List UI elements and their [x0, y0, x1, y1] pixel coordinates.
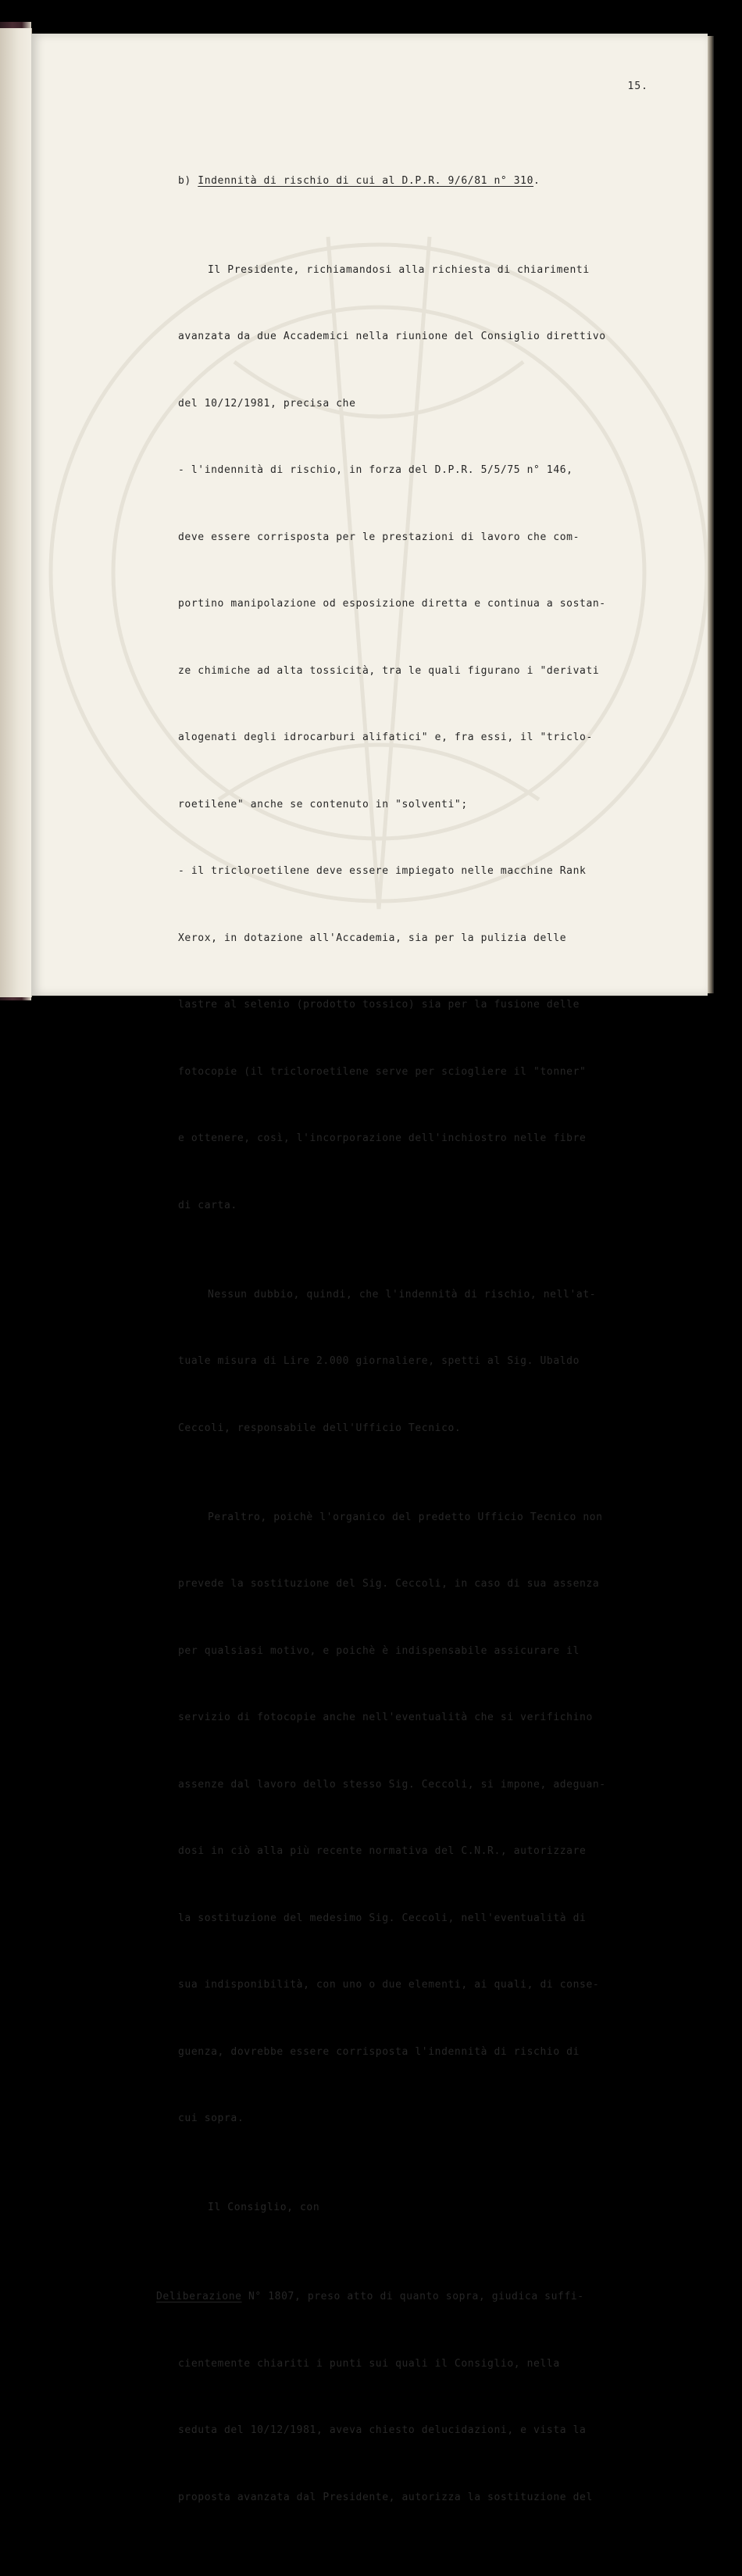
section-heading — [178, 170, 655, 193]
paragraph-line: portino manipolazione od esposizione diretta e continua a sostan- — [178, 598, 606, 610]
paragraph-line: la sostituzione del medesimo Sig. Ceccoli, nell'eventualità di — [178, 1912, 587, 1924]
paragraph-line: Nessun dubbio, quindi, che l'indennità di rischio, nell'at- — [208, 1288, 597, 1301]
paragraph-line: - il tricloroetilene deve essere impiegato nelle macchine Rank — [178, 865, 587, 877]
paragraph-line: alogenati degli idrocarburi alifatici" e, fra essi, il "triclo- — [178, 732, 593, 743]
paragraph-line: Xerox, in dotazione all'Accademia, sia per la pulizia delle — [178, 932, 567, 944]
paragraph-line: dosi in ciò alla più recente normativa del C.N.R., autorizzare — [178, 1845, 587, 1857]
page-number: 15. — [627, 80, 648, 92]
paragraph-line: avanzata da due Accademici nella riunione del Consiglio direttivo — [178, 331, 606, 342]
paragraph-line: sua indisponibilità, con uno o due elementi, ai quali, di conse- — [178, 1979, 600, 1991]
paragraph-line: lastre al selenio (prodotto tossico) sia per la fusione delle — [178, 999, 580, 1011]
paragraph-line: per qualsiasi motivo, e poichè è indispensabile assicurare il — [178, 1644, 580, 1657]
paragraph-line: e ottenere, così, l'incorporazione dell'inchiostro nelle fibre — [178, 1132, 587, 1144]
paragraph-line: - l'indennità di rischio, in forza del D.P.R. 5/5/75 n° 146, — [178, 464, 573, 476]
heading-title: Indennità di rischio di cui al D.P.R. 9/6/81 n° 310 — [198, 174, 534, 187]
document-page — [31, 34, 708, 2503]
document-body — [156, 103, 655, 2576]
paragraph-line: di carta. — [178, 1199, 237, 1211]
heading-suffix: . — [533, 174, 540, 187]
paragraph-line: tuale misura di Lire 2.000 giornaliere, spetti al Sig. Ubaldo — [178, 1355, 580, 1367]
page-edge-shadow — [708, 36, 714, 993]
paragraph-line: roetilene" anche se contenuto in "solventi"; — [178, 798, 468, 810]
paragraph-line: Il Consiglio, con — [208, 2202, 320, 2213]
deliberation-label: Deliberazione — [156, 2291, 242, 2302]
deliberation-text: N° 1807, preso atto di quanto sopra, giudica suffi- — [241, 2291, 584, 2302]
paragraph-line: Ceccoli, responsabile dell'Ufficio Tecnico. — [178, 1422, 462, 1434]
paragraph-line: cientemente chiariti i punti sui quali il Consiglio, nella — [178, 2357, 560, 2370]
left-page-edge — [0, 28, 32, 997]
paragraph-line: seduta del 10/12/1981, aveva chiesto delucidazioni, e vista la — [178, 2424, 587, 2436]
paragraph-line: Il Presidente, richiamandosi alla richiesta di chiarimenti — [208, 263, 590, 276]
heading-prefix: b) — [178, 174, 198, 187]
paragraph-line: Peraltro, poichè l'organico del predetto Ufficio Tecnico non — [208, 1511, 603, 1523]
deliberation-line — [156, 2286, 655, 2309]
paragraph-line: guenza, dovrebbe essere corrisposta l'indennità di rischio di — [178, 2045, 580, 2058]
paragraph-line: fotocopie (il tricloroetilene serve per sciogliere il "tonner" — [178, 1065, 587, 1078]
paragraph-line: proposta avanzata dal Presidente, autorizza la sostituzione del — [178, 2491, 593, 2503]
paragraph-line: prevede la sostituzione del Sig. Ceccoli, in caso di sua assenza — [178, 1578, 600, 1590]
paragraph-line: servizio di fotocopie anche nell'eventualità che si verifichino — [178, 1712, 593, 1723]
paragraph-line: deve essere corrisposta per le prestazioni di lavoro che com- — [178, 531, 580, 543]
paragraph-line: ze chimiche ad alta tossicità, tra le quali figurano i "derivati — [178, 664, 600, 677]
paragraph-line: del 10/12/1981, precisa che — [178, 397, 356, 410]
paragraph-line: cui sopra. — [178, 2113, 244, 2124]
paragraph-line: assenze dal lavoro dello stesso Sig. Ceccoli, si impone, adeguan- — [178, 1778, 606, 1791]
